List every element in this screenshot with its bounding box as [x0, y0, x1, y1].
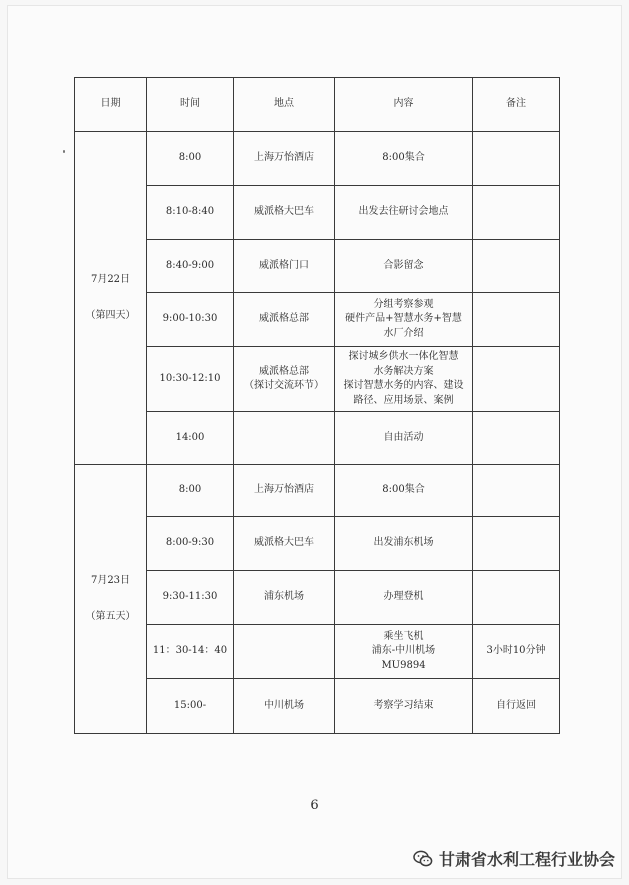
table-row — [75, 517, 560, 571]
content-cell — [335, 293, 473, 347]
table-row — [75, 132, 560, 186]
note-cell — [473, 240, 560, 293]
note-cell — [473, 571, 560, 625]
place-cell — [234, 625, 335, 679]
table-row — [75, 679, 560, 734]
time-cell: 8:10-8:40 — [147, 186, 234, 240]
time-cell: 8:00 — [147, 132, 234, 186]
time-cell: 14:00 — [147, 412, 234, 465]
header-time: 时间 — [147, 78, 234, 132]
content-cell — [335, 347, 473, 412]
place-cell: 威派格总部 — [234, 293, 335, 347]
table-row — [75, 186, 560, 240]
date-cell-day2 — [75, 465, 147, 734]
header-row — [75, 78, 560, 132]
note-cell: 自行返回 — [473, 679, 560, 734]
table-row — [75, 625, 560, 679]
table-row — [75, 412, 560, 465]
place-line: （探讨交流环节） — [244, 380, 324, 391]
place-cell: 中川机场 — [234, 679, 335, 734]
note-cell — [473, 347, 560, 412]
content-line: 水务解决方案 — [373, 365, 434, 377]
table-row — [75, 293, 560, 347]
note-cell — [473, 412, 560, 465]
content-cell: 8:00集合 — [335, 132, 473, 186]
scan-speck — [63, 150, 65, 153]
content-line: 探讨城乡供水一体化智慧 — [348, 351, 459, 362]
note-cell — [473, 132, 560, 186]
content-cell: 自由活动 — [335, 412, 473, 465]
content-line: 浦东-中川机场 — [371, 645, 436, 657]
time-cell: 8:00-9:30 — [147, 517, 234, 571]
time-cell: 11：30-14：40 — [147, 625, 234, 679]
content-cell: 8:00集合 — [335, 465, 473, 517]
place-cell: 上海万怡酒店 — [234, 132, 335, 186]
place-cell: 威派格门口 — [234, 240, 335, 293]
place-cell: 威派格大巴车 — [234, 186, 335, 240]
time-cell: 8:00 — [147, 465, 234, 517]
header-place: 地点 — [234, 78, 335, 132]
date-label: 7月23日 — [90, 574, 131, 586]
note-cell — [473, 465, 560, 517]
content-cell: 考察学习结束 — [335, 679, 473, 734]
table-row — [75, 347, 560, 412]
content-cell: 办理登机 — [335, 571, 473, 625]
content-cell: 出发去往研讨会地点 — [335, 186, 473, 240]
header-content: 内容 — [335, 78, 473, 132]
place-cell — [234, 412, 335, 465]
time-cell: 9:00-10:30 — [147, 293, 234, 347]
note-cell: 3小时10分钟 — [473, 625, 560, 679]
content-line: 探讨智慧水务的内容、建设 — [343, 380, 464, 391]
content-line: 路径、应用场景、案例 — [353, 394, 454, 406]
place-cell: 威派格大巴车 — [234, 517, 335, 571]
date-cell-day1 — [75, 132, 147, 465]
time-cell: 10:30-12:10 — [147, 347, 234, 412]
content-line: 硬件产品+智慧水务+智慧 — [345, 313, 462, 325]
time-cell: 9:30-11:30 — [147, 571, 234, 625]
page-number: 6 — [310, 798, 319, 813]
note-cell — [473, 186, 560, 240]
content-line: 水厂介绍 — [383, 327, 424, 339]
content-line: MU9894 — [381, 659, 426, 671]
date-label: 7月22日 — [90, 273, 131, 285]
table-row — [75, 240, 560, 293]
content-line: 分组考察参观 — [373, 298, 434, 310]
time-cell: 15:00- — [147, 679, 234, 734]
header-date: 日期 — [75, 78, 147, 132]
place-cell: 浦东机场 — [234, 571, 335, 625]
table-row — [75, 465, 560, 517]
place-cell — [234, 347, 335, 412]
note-cell — [473, 293, 560, 347]
watermark — [413, 847, 615, 870]
content-cell: 合影留念 — [335, 240, 473, 293]
table-row — [75, 571, 560, 625]
note-cell — [473, 517, 560, 571]
content-cell — [335, 625, 473, 679]
watermark-text: 甘肃省水利工程行业协会 — [438, 850, 615, 869]
header-note: 备注 — [473, 78, 560, 132]
place-cell: 上海万怡酒店 — [234, 465, 335, 517]
place-line: 威派格总部 — [259, 365, 309, 377]
content-line: 乘坐飞机 — [383, 630, 424, 642]
time-cell: 8:40-9:00 — [147, 240, 234, 293]
day-label: （第四天） — [85, 310, 136, 321]
wechat-icon — [413, 850, 433, 868]
content-cell: 出发浦东机场 — [335, 517, 473, 571]
day-label: （第五天） — [85, 611, 136, 622]
schedule-table — [74, 77, 560, 734]
